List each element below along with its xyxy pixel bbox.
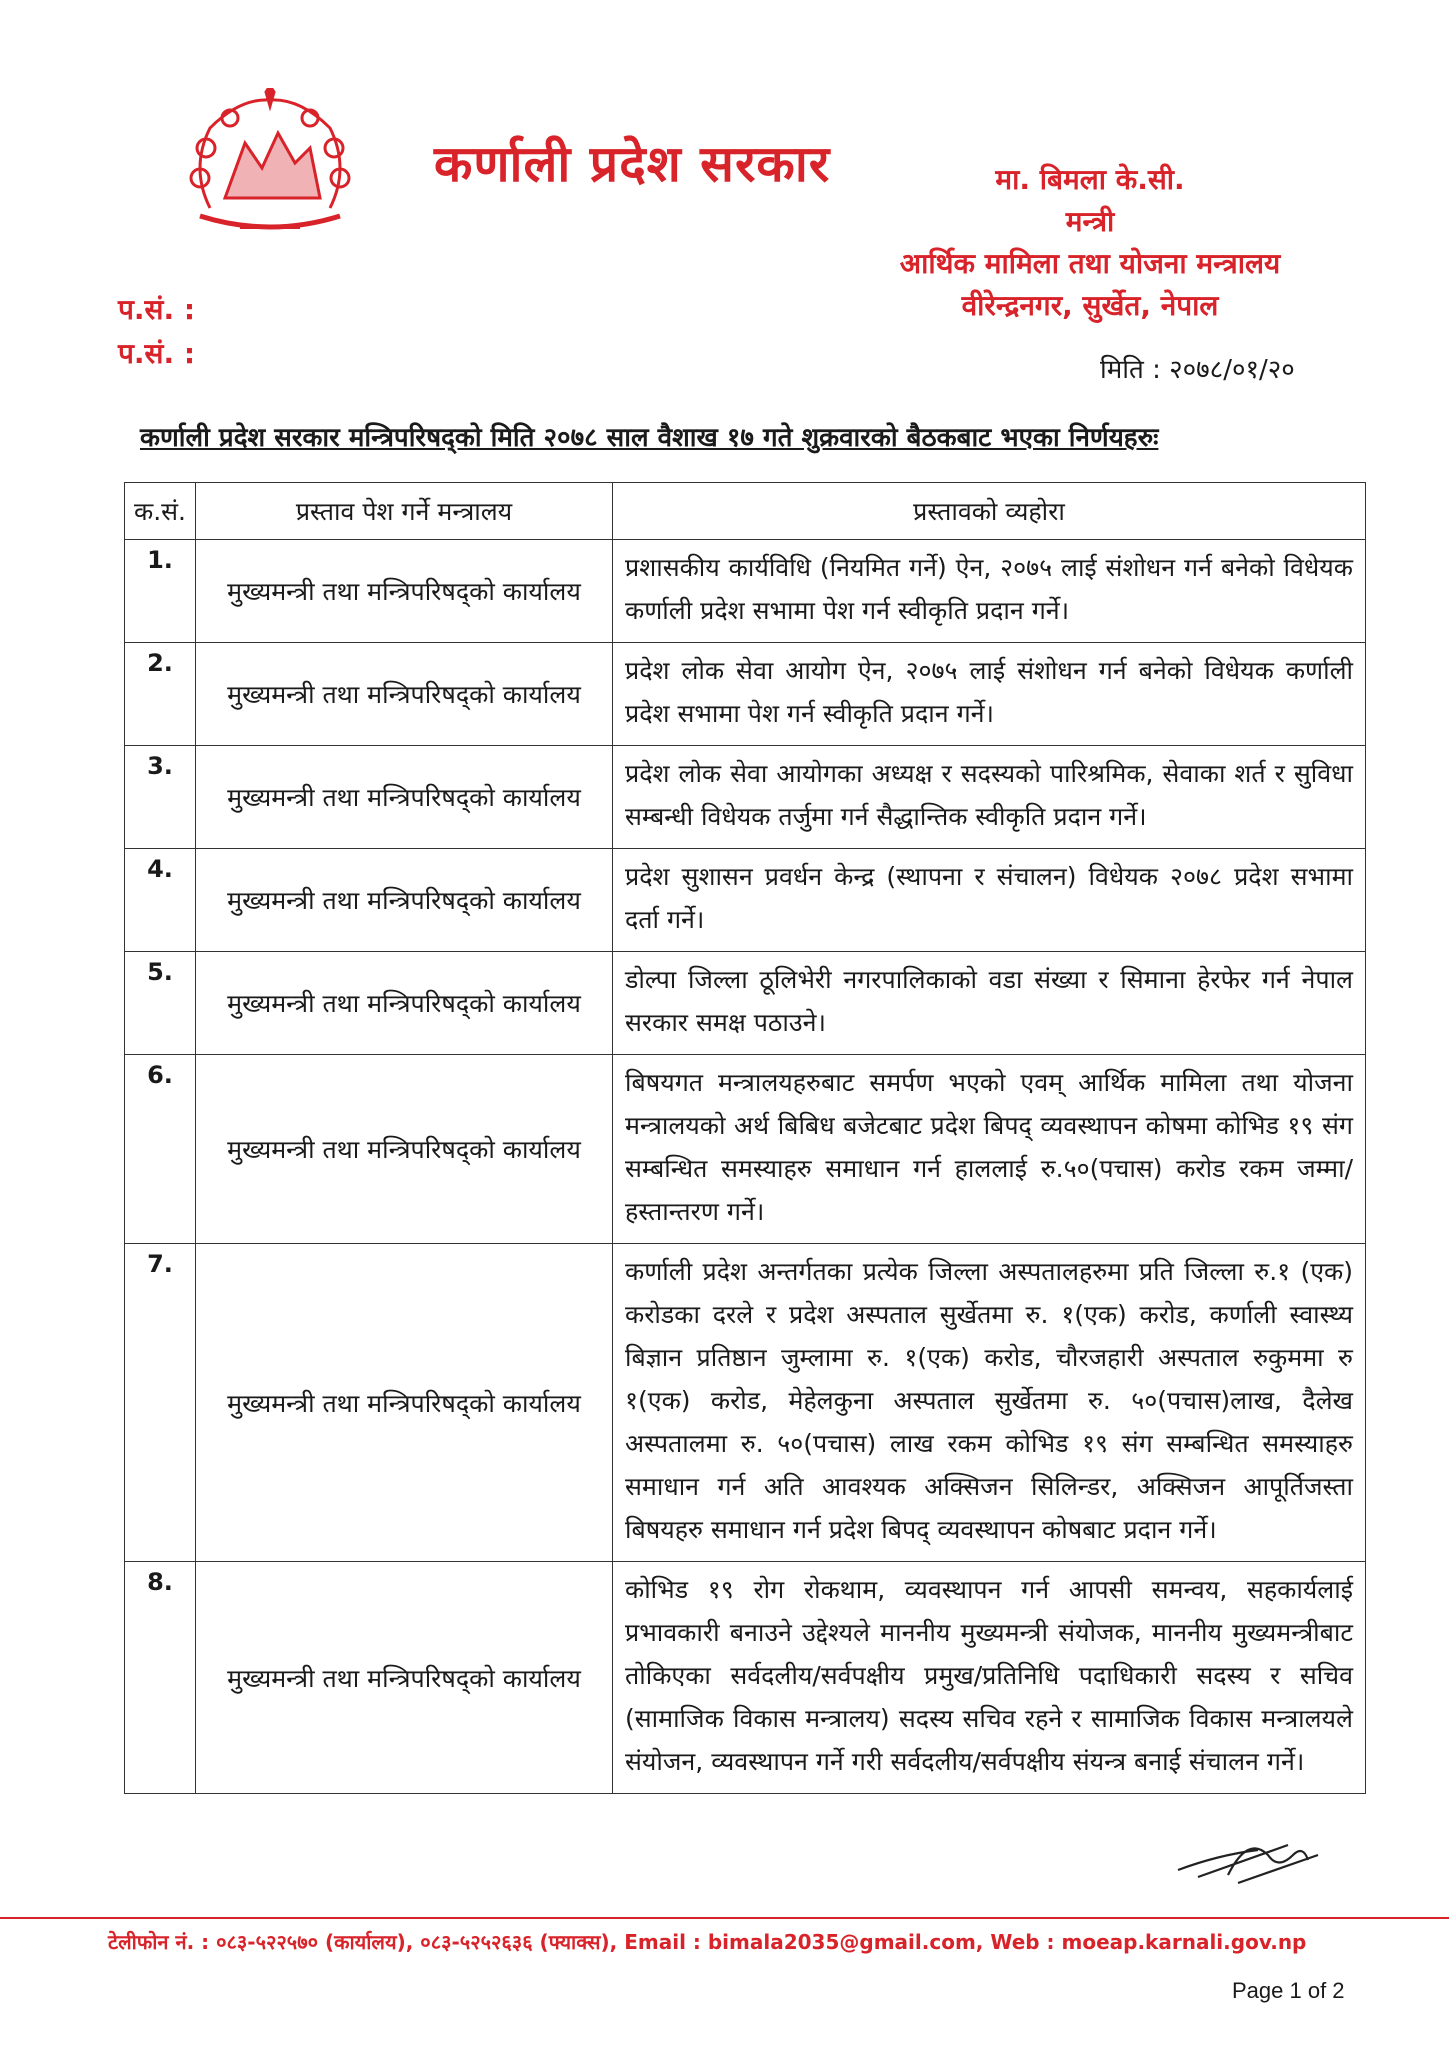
row-serial: 1. [125,540,196,643]
row-description: डोल्पा जिल्ला ठूलिभेरी नगरपालिकाको वडा संख्या र सिमाना हेरफेर गर्न नेपाल सरकार समक्ष पठाउने। [613,952,1366,1055]
table-row [125,952,1366,1055]
row-description: कोभिड १९ रोग रोकथाम, व्यवस्थापन गर्न आपसी समन्वय, सहकार्यलाई प्रभावकारी बनाउने उद्देश्यले माननीय मुख्यमन्त्री संयोजक, माननीय मुख्यमन्त्रीबाट तोकिएका सर्वदलीय/सर्वपक्षीय प्रमुख/प्रतिनिधि पदाधिकारी सदस्य र सचिव (सामाजिक विकास मन्त्रालय) सदस्य सचिव रहने र सामाजिक विकास मन्त्रालयले संयोजन, व्यवस्थापन गर्ने गरी सर्वदलीय/सर्वपक्षीय संयन्त्र बनाई संचालन गर्ने। [613,1562,1366,1794]
row-ministry: मुख्यमन्त्री तथा मन्त्रिपरिषद्को कार्यालय [196,643,613,746]
footer-divider [0,1917,1449,1919]
row-description: बिषयगत मन्त्रालयहरुबाट समर्पण भएको एवम् आर्थिक मामिला तथा योजना मन्त्रालयको अर्थ बिबिध बजेटबाट प्रदेश बिपद् व्यवस्थापन कोषमा कोभिड १९ संग सम्बन्धित समस्याहरु समाधान गर्न हाललाई रु.५०(पचास) करोड रकम जम्मा/हस्तान्तरण गर्ने। [613,1055,1366,1244]
row-serial: 7. [125,1244,196,1562]
row-ministry: मुख्यमन्त्री तथा मन्त्रिपरिषद्को कार्यालय [196,952,613,1055]
table-row [125,849,1366,952]
page-number: Page 1 of 2 [1232,1978,1345,2003]
row-serial: 8. [125,1562,196,1794]
row-ministry: मुख्यमन्त्री तथा मन्त्रिपरिषद्को कार्यालय [196,1055,613,1244]
government-title: कर्णाली प्रदेश सरकार [434,135,831,193]
row-description: प्रशासकीय कार्यविधि (नियमित गर्ने) ऐन, २०७५ लाई संशोधन गर्न बनेको विधेयक कर्णाली प्रदेश सभामा पेश गर्न स्वीकृति प्रदान गर्ने। [613,540,1366,643]
column-header-ministry: प्रस्ताव पेश गर्ने मन्त्रालय [196,483,613,540]
row-serial: 3. [125,746,196,849]
footer-contact: टेलीफोन नं. : ०८३-५२२५७० (कार्यालय), ०८३-५२५२६३६ (फ्याक्स), Email : bimala2035@gmail.com, Web : moeap.karnali.gov.np [108,1930,1307,1954]
table-header-row [125,483,1366,540]
row-ministry: मुख्यमन्त्री तथा मन्त्रिपरिषद्को कार्यालय [196,1244,613,1562]
table-row [125,1055,1366,1244]
ministry-address: वीरेन्द्रनगर, सुर्खेत, नेपाल [961,289,1219,322]
decision-heading: कर्णाली प्रदेश सरकार मन्त्रिपरिषद्को मिति २०७८ साल वैशाख १७ गते शुक्रवारको बैठकबाट भएका निर्णयहरुः [140,423,1159,453]
table-row [125,643,1366,746]
row-description: प्रदेश लोक सेवा आयोगका अध्यक्ष र सदस्यको पारिश्रमिक, सेवाका शर्त र सुविधा सम्बन्धी विधेयक तर्जुमा गर्न सैद्धान्तिक स्वीकृति प्रदान गर्ने। [613,746,1366,849]
row-description: प्रदेश लोक सेवा आयोग ऐन, २०७५ लाई संशोधन गर्न बनेको विधेयक कर्णाली प्रदेश सभामा पेश गर्न स्वीकृति प्रदान गर्ने। [613,643,1366,746]
column-header-sn: क.सं. [125,483,196,540]
column-header-description: प्रस्तावको व्यहोरा [613,483,1366,540]
row-ministry: मुख्यमन्त्री तथा मन्त्रिपरिषद्को कार्यालय [196,746,613,849]
reference-number-1: प.सं. : [118,293,196,326]
row-serial: 4. [125,849,196,952]
decisions-table [124,482,1366,1794]
reference-number-2: प.सं. : [118,337,196,370]
row-description: प्रदेश सुशासन प्रवर्धन केन्द्र (स्थापना र संचालन) विधेयक २०७८ प्रदेश सभामा दर्ता गर्ने। [613,849,1366,952]
row-serial: 2. [125,643,196,746]
row-description: कर्णाली प्रदेश अन्तर्गतका प्रत्येक जिल्ला अस्पतालहरुमा प्रति जिल्ला रु.१ (एक) करोडका दरले र प्रदेश अस्पताल सुर्खेतमा रु. १(एक) करोड, कर्णाली स्वास्थ्य बिज्ञान प्रतिष्ठान जुम्लामा रु. १(एक) करोड, चौरजहारी अस्पताल रुकुममा रु १(एक) करोड, मेहेलकुना अस्पताल सुर्खेतमा रु. ५०(पचास)लाख, दैलेख अस्पतालमा रु. ५०(पचास) लाख रकम कोभिड १९ संग सम्बन्धित समस्याहरु समाधान गर्न अति आवश्यक अक्सिजन सिलिन्डर, अक्सिजन आपूर्तिजस्ता बिषयहरु समाधान गर्न प्रदेश बिपद् व्यवस्थापन कोषबाट प्रदान गर्ने। [613,1244,1366,1562]
minister-post: मन्त्री [1065,205,1115,238]
document-date: मिति : २०७८/०१/२० [1100,355,1295,385]
government-emblem-icon [170,88,370,248]
row-ministry: मुख्यमन्त्री तथा मन्त्रिपरिषद्को कार्यालय [196,1562,613,1794]
table-row [125,1562,1366,1794]
table-row [125,540,1366,643]
minister-name: मा. बिमला के.सी. [995,163,1185,196]
row-ministry: मुख्यमन्त्री तथा मन्त्रिपरिषद्को कार्यालय [196,849,613,952]
row-serial: 5. [125,952,196,1055]
table-row [125,746,1366,849]
signature-icon [1168,1815,1328,1895]
row-serial: 6. [125,1055,196,1244]
ministry-name: आर्थिक मामिला तथा योजना मन्त्रालय [899,247,1281,280]
table-row [125,1244,1366,1562]
row-ministry: मुख्यमन्त्री तथा मन्त्रिपरिषद्को कार्यालय [196,540,613,643]
